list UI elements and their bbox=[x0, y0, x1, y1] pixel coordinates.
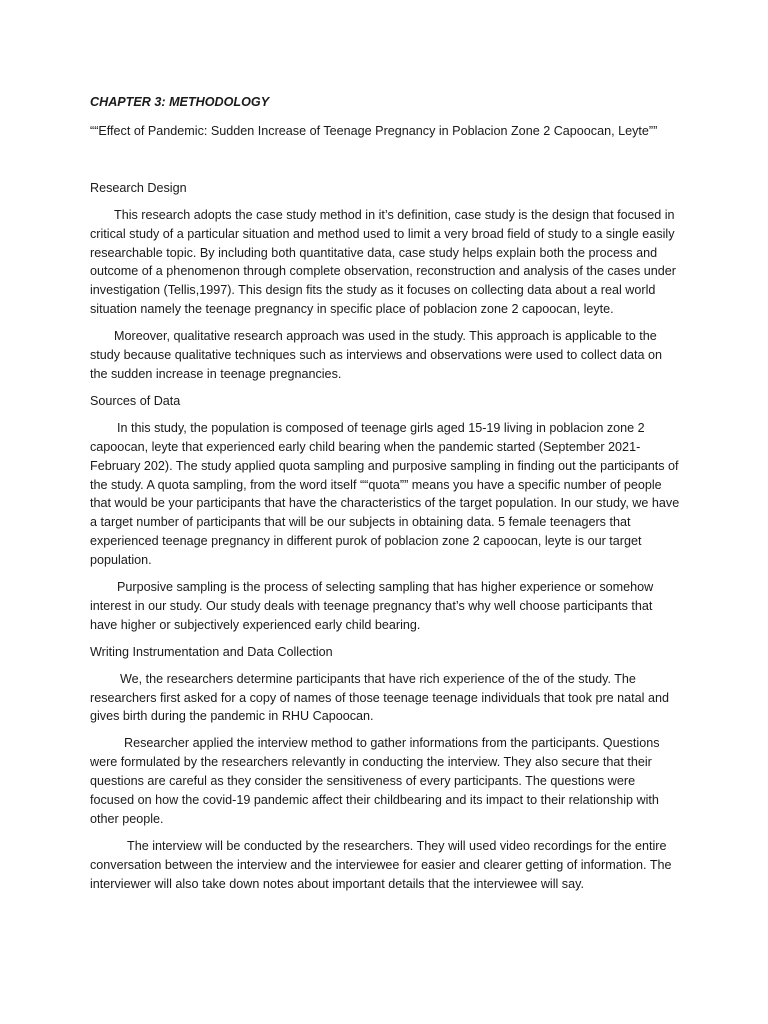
section-heading-instrumentation: Writing Instrumentation and Data Collection bbox=[90, 644, 333, 659]
study-title: ““Effect of Pandemic: Sudden Increase of Teenage Pregnancy in Poblacion Zone 2 Capoocan, Leyte”” bbox=[90, 123, 658, 138]
chapter-title: CHAPTER 3: METHODOLOGY bbox=[90, 95, 270, 109]
document-body bbox=[90, 93, 680, 902]
paragraph: In this study, the population is composed of teenage girls aged 15-19 living in poblacion zone 2 capoocan, leyte that experienced early child bearing when the pandemic started (September 2021-February 202). The study applied quota sampling and purposive sampling in finding out the participants of the study. A quota sampling, from the word itself ““quota”” means you have a specific number of people that would be your participants that have the characteristics of the target population. In our study, we have a target number of participants that will be our subjects in obtaining data. 5 female teenagers that experienced teenage pregnancy in different purok of poblacion zone 2 capoocan, leyte is our target population. bbox=[90, 420, 680, 568]
section-heading-sources-of-data: Sources of Data bbox=[90, 393, 181, 408]
section-heading-research-design: Research Design bbox=[90, 180, 187, 195]
paragraph: We, the researchers determine participants that have rich experience of the of the study. The researchers first asked for a copy of names of those teenage teenage individuals that took pre natal and gives birth during the pandemic in RHU Capoocan. bbox=[90, 671, 669, 724]
paragraph: This research adopts the case study method in it’s definition, case study is the design that focused in critical study of a particular situation and method used to limit a very broad field of study to a single easily researchable topic. By including both quantitative data, case study helps explain both the process and outcome of a phenomenon through complete observation, reconstruction and analysis of the cases under investigation (Tellis,1997). This design fits the study as it focuses on collecting data about a real world situation namely the teenage pregnancy in specific place of poblacion zone 2 capoocan, leyte. bbox=[90, 207, 676, 317]
paragraph: Purposive sampling is the process of selecting sampling that has higher experience or somehow interest in our study. Our study deals with teenage pregnancy that’s why well choose participants that have higher or subjectively experienced early child bearing. bbox=[90, 580, 654, 632]
paragraph: The interview will be conducted by the researchers. They will used video recordings for the entire conversation between the interview and the interviewee for easier and clearer getting of information. The interviewer will also take down notes about important details that the interviewee will say. bbox=[90, 838, 672, 891]
paragraph: Researcher applied the interview method to gather informations from the participants. Questions were formulated by the researchers relevantly in conducting the interview. They also secure that their questions are careful as they consider the sensitiveness of every participants. The questions were focused on how the covid-19 pandemic affect their childbearing and its impact to their relationship with other people. bbox=[90, 736, 660, 826]
paragraph: Moreover, qualitative research approach was used in the study. This approach is applicable to the study because qualitative techniques such as interviews and observations were used to collect data on the sudden increase in teenage pregnancies. bbox=[90, 329, 662, 381]
